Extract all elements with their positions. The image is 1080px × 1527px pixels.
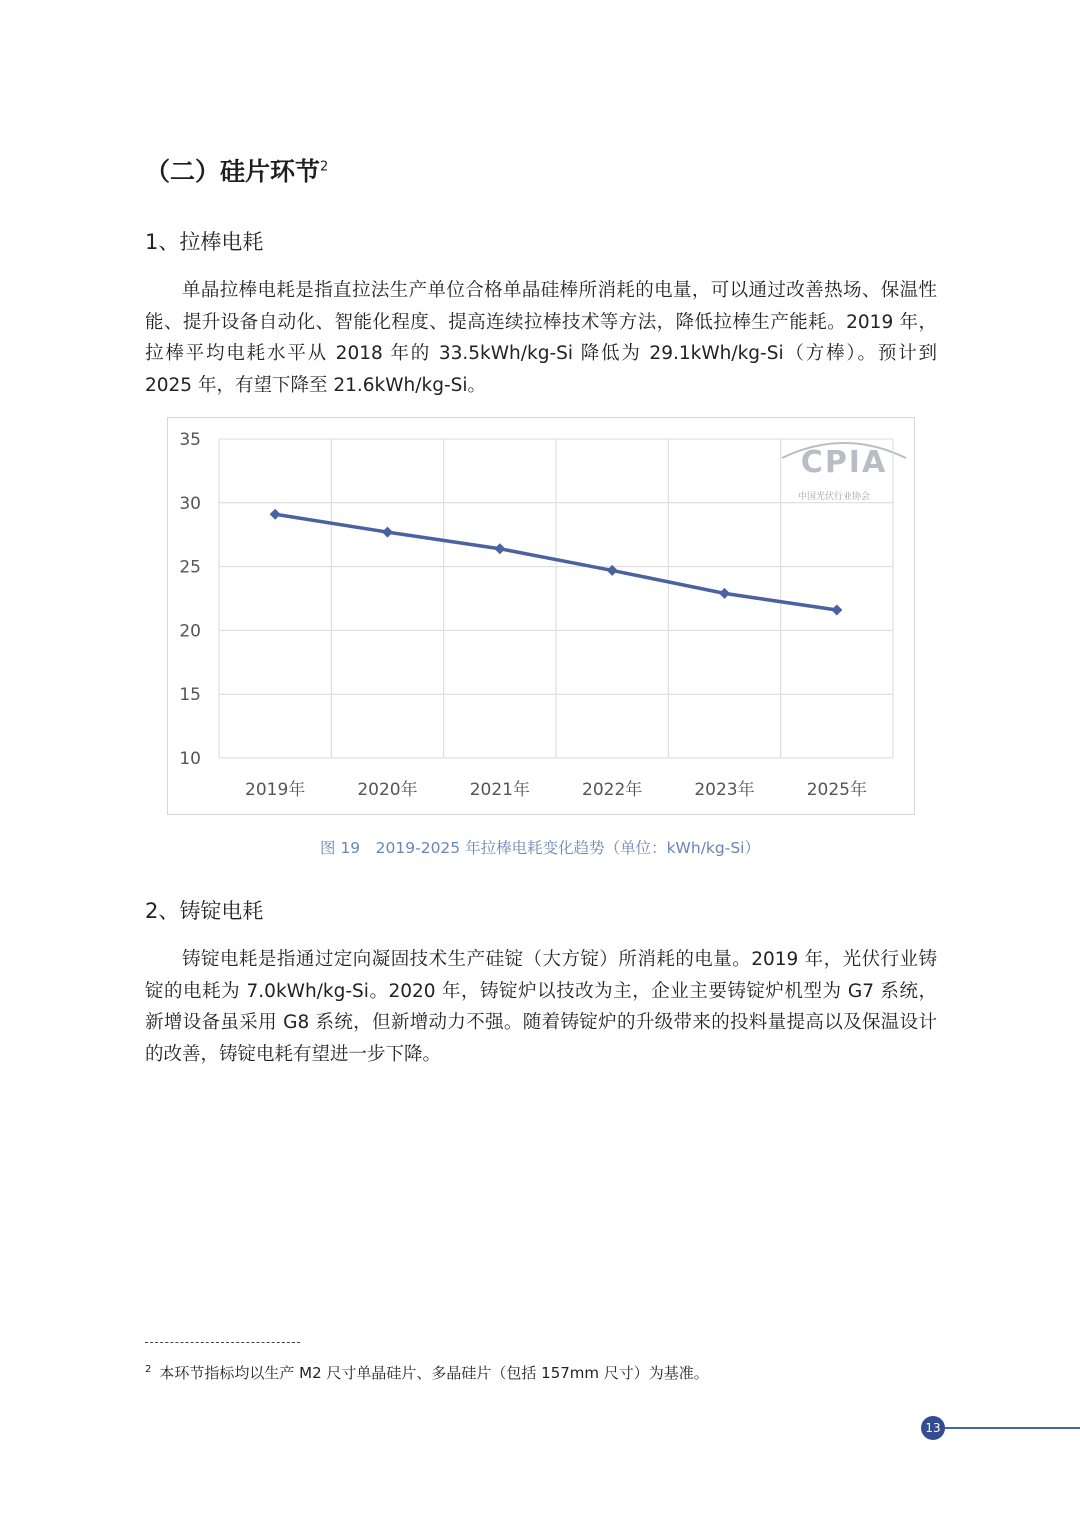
data-point-marker [719,588,730,599]
y-tick-label: 25 [179,557,201,578]
figure-caption: 图 19 2019-2025 年拉棒电耗变化趋势（单位：kWh/kg-Si） [320,839,760,857]
subsection-title-1: 1、拉棒电耗 [145,230,264,254]
section-title-text: （二）硅片环节 [145,157,321,186]
data-point-marker [831,604,842,615]
data-point-marker [494,543,505,554]
y-tick-label: 30 [179,493,201,514]
x-tick-label: 2019年 [245,780,306,800]
x-tick-label: 2022年 [582,780,643,800]
y-tick-label: 20 [179,621,201,642]
line-chart [167,417,915,815]
y-tick-label: 15 [179,685,201,706]
footnote [145,1362,709,1383]
y-tick-label: 35 [179,430,201,450]
subsection-title-2: 2、铸锭电耗 [145,899,264,923]
x-tick-label: 2025年 [806,780,867,800]
x-tick-label: 2023年 [694,780,755,800]
page-number: 13 [921,1416,945,1440]
footnote-divider [145,1342,300,1343]
x-tick-label: 2021年 [469,780,530,800]
cpia-logo-org: 中国光伏行业协会 [797,492,870,502]
footnote-marker: 2 [145,1364,152,1375]
paragraph-2: 铸锭电耗是指通过定向凝固技术生产硅锭（大方锭）所消耗的电量。2019 年，光伏行业铸锭的电耗为 7.0kWh/kg-Si。2020 年，铸锭炉以技改为主，企业主要铸锭炉机型为 G7 系统，新增设备虽采用 G8 系统，但新增动力不强。随着铸锭炉的升级带来的投料量提高以及保温设计的改善，铸锭电耗有望进一步下降。 [145,949,937,1065]
y-tick-label: 10 [179,749,201,769]
footnote-text: 本环节指标均以生产 M2 尺寸单晶硅片、多晶硅片（包括 157mm 尺寸）为基准。 [159,1364,709,1382]
page-rule [942,1427,1080,1429]
section-title [145,152,328,188]
data-point-marker [270,509,281,520]
x-tick-label: 2020年 [357,780,418,800]
paragraph-1: 单晶拉棒电耗是指直拉法生产单位合格单晶硅棒所消耗的电量，可以通过改善热场、保温性能、提升设备自动化、智能化程度、提高连续拉棒技术等方法，降低拉棒生产能耗。2019 年，拉棒平均电耗水平从 2018 年的 33.5kWh/kg-Si 降低为 29.1kWh/kg-Si（方棒）。预计到 2025 年，有望下降至 21.6kWh/kg-Si。 [145,280,937,396]
chart-plot [168,418,914,814]
cpia-logo-mark: CPIA [800,445,888,480]
data-point-marker [382,527,393,538]
footnote-ref[interactable]: 2 [320,159,329,175]
